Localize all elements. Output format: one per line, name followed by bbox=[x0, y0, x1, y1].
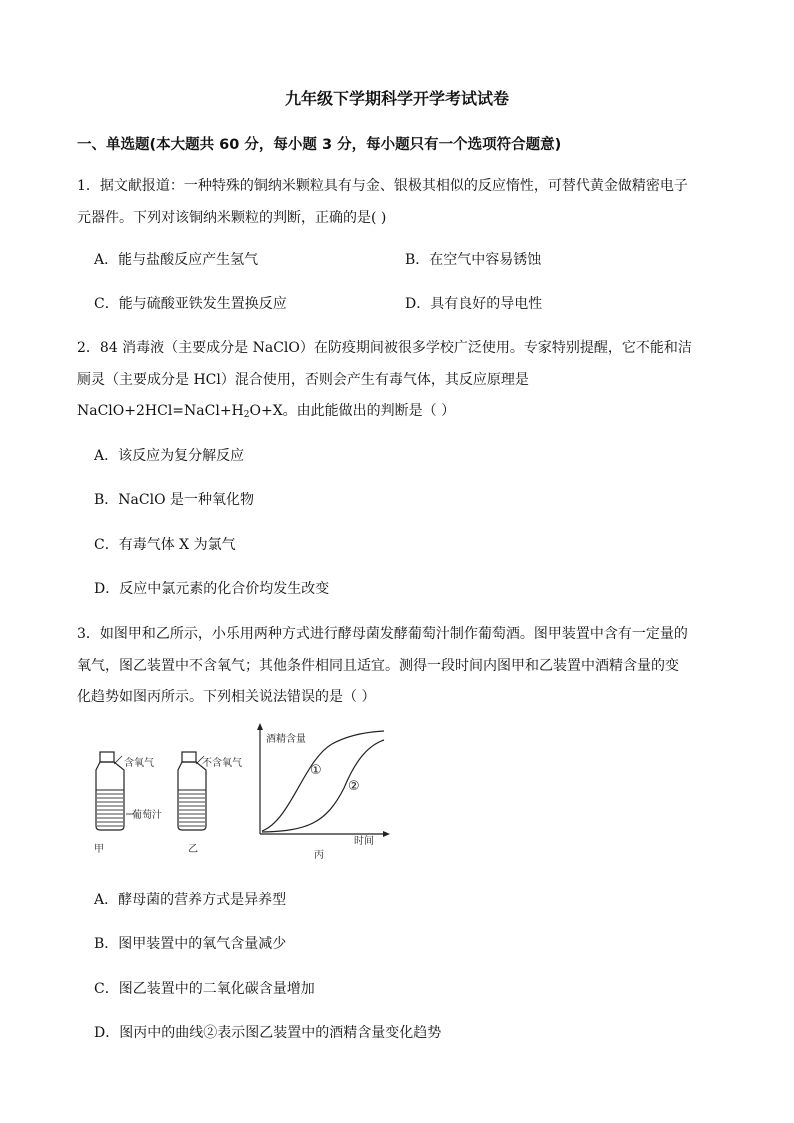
question-1-option-b[interactable]: B．在空气中容易锈蚀 bbox=[405, 252, 542, 268]
question-3-text-line-1: 3．如图甲和乙所示，小乐用两种方式进行酵母菌发酵葡萄汁制作葡萄酒。图甲装置中含有一定量的 bbox=[77, 626, 688, 642]
question-1-option-c[interactable]: C．能与硫酸亚铁发生置换反应 bbox=[94, 296, 287, 312]
bottle-jia bbox=[96, 752, 124, 830]
question-2-option-c[interactable]: C．有毒气体 X 为氯气 bbox=[94, 537, 236, 553]
question-3-option-c[interactable]: C．图乙装置中的二氧化碳含量增加 bbox=[94, 981, 315, 997]
label-grape-juice: 葡萄汁 bbox=[132, 810, 162, 821]
question-2-text-line-2: 厕灵（主要成分是 HCl）混合使用，否则会产生有毒气体，其反应原理是 bbox=[77, 372, 529, 388]
label-jia-oxygen: 含氧气 bbox=[124, 758, 154, 769]
equation-part-1: NaClO+2HCl=NaCl+H bbox=[77, 403, 244, 419]
question-2-option-a[interactable]: A．该反应为复分解反应 bbox=[94, 448, 245, 464]
question-1-option-a[interactable]: A．能与盐酸反应产生氢气 bbox=[94, 252, 259, 268]
question-2-option-d[interactable]: D．反应中氯元素的化合价均发生改变 bbox=[94, 581, 330, 597]
question-3-option-a[interactable]: A．酵母菌的营养方式是异养型 bbox=[94, 892, 287, 908]
graph-x-label: 时间 bbox=[354, 836, 374, 847]
question-3-text-line-2: 氧气，图乙装置中不含氧气；其他条件相同且适宜。测得一段时间内图甲和乙装置中酒精含量的变 bbox=[77, 658, 679, 674]
label-yi: 乙 bbox=[188, 844, 198, 855]
question-3-option-b[interactable]: B．图甲装置中的氧气含量减少 bbox=[94, 936, 287, 952]
label-yi-no-oxygen: 不含氧气 bbox=[202, 758, 242, 769]
equation-part-2: O+X。由此能做出的判断是（ ） bbox=[249, 403, 456, 419]
question-2-text-line-1: 2．84 消毒液（主要成分是 NaClO）在防疫期间被很多学校广泛使用。专家特别提醒，它不能和洁 bbox=[77, 340, 692, 356]
question-2-option-b[interactable]: B．NaClO 是一种氧化物 bbox=[94, 492, 255, 508]
label-bing: 丙 bbox=[314, 850, 324, 860]
graph-y-label: 酒精含量 bbox=[266, 734, 306, 745]
curve-1-label: ① bbox=[310, 763, 322, 778]
question-1-text-line-2: 元器件。下列对该铜纳米颗粒的判断，正确的是( ) bbox=[77, 210, 387, 226]
question-1-text-line-1: 1．据文献报道：一种特殊的铜纳米颗粒具有与金、银极其相似的反应惰性，可替代黄金做精密电子 bbox=[77, 178, 688, 194]
label-jia: 甲 bbox=[94, 844, 104, 855]
question-2-equation bbox=[77, 401, 455, 425]
question-3-option-d[interactable]: D．图丙中的曲线②表示图乙装置中的酒精含量变化趋势 bbox=[94, 1025, 442, 1041]
question-3-text-line-3: 化趋势如图丙所示。下列相关说法错误的是（ ） bbox=[77, 689, 376, 705]
graph-bing bbox=[257, 723, 390, 860]
curve-2-label: ② bbox=[348, 779, 360, 794]
curve-2 bbox=[262, 740, 384, 832]
page-title: 九年级下学期科学开学考试试卷 bbox=[284, 89, 509, 108]
question-1-option-d[interactable]: D．具有良好的导电性 bbox=[405, 296, 543, 312]
section-heading: 一、单选题(本大题共 60 分，每小题 3 分，每小题只有一个选项符合题意) bbox=[77, 137, 562, 153]
equation-subscript: 2 bbox=[243, 410, 250, 420]
question-3-figure bbox=[86, 720, 398, 860]
